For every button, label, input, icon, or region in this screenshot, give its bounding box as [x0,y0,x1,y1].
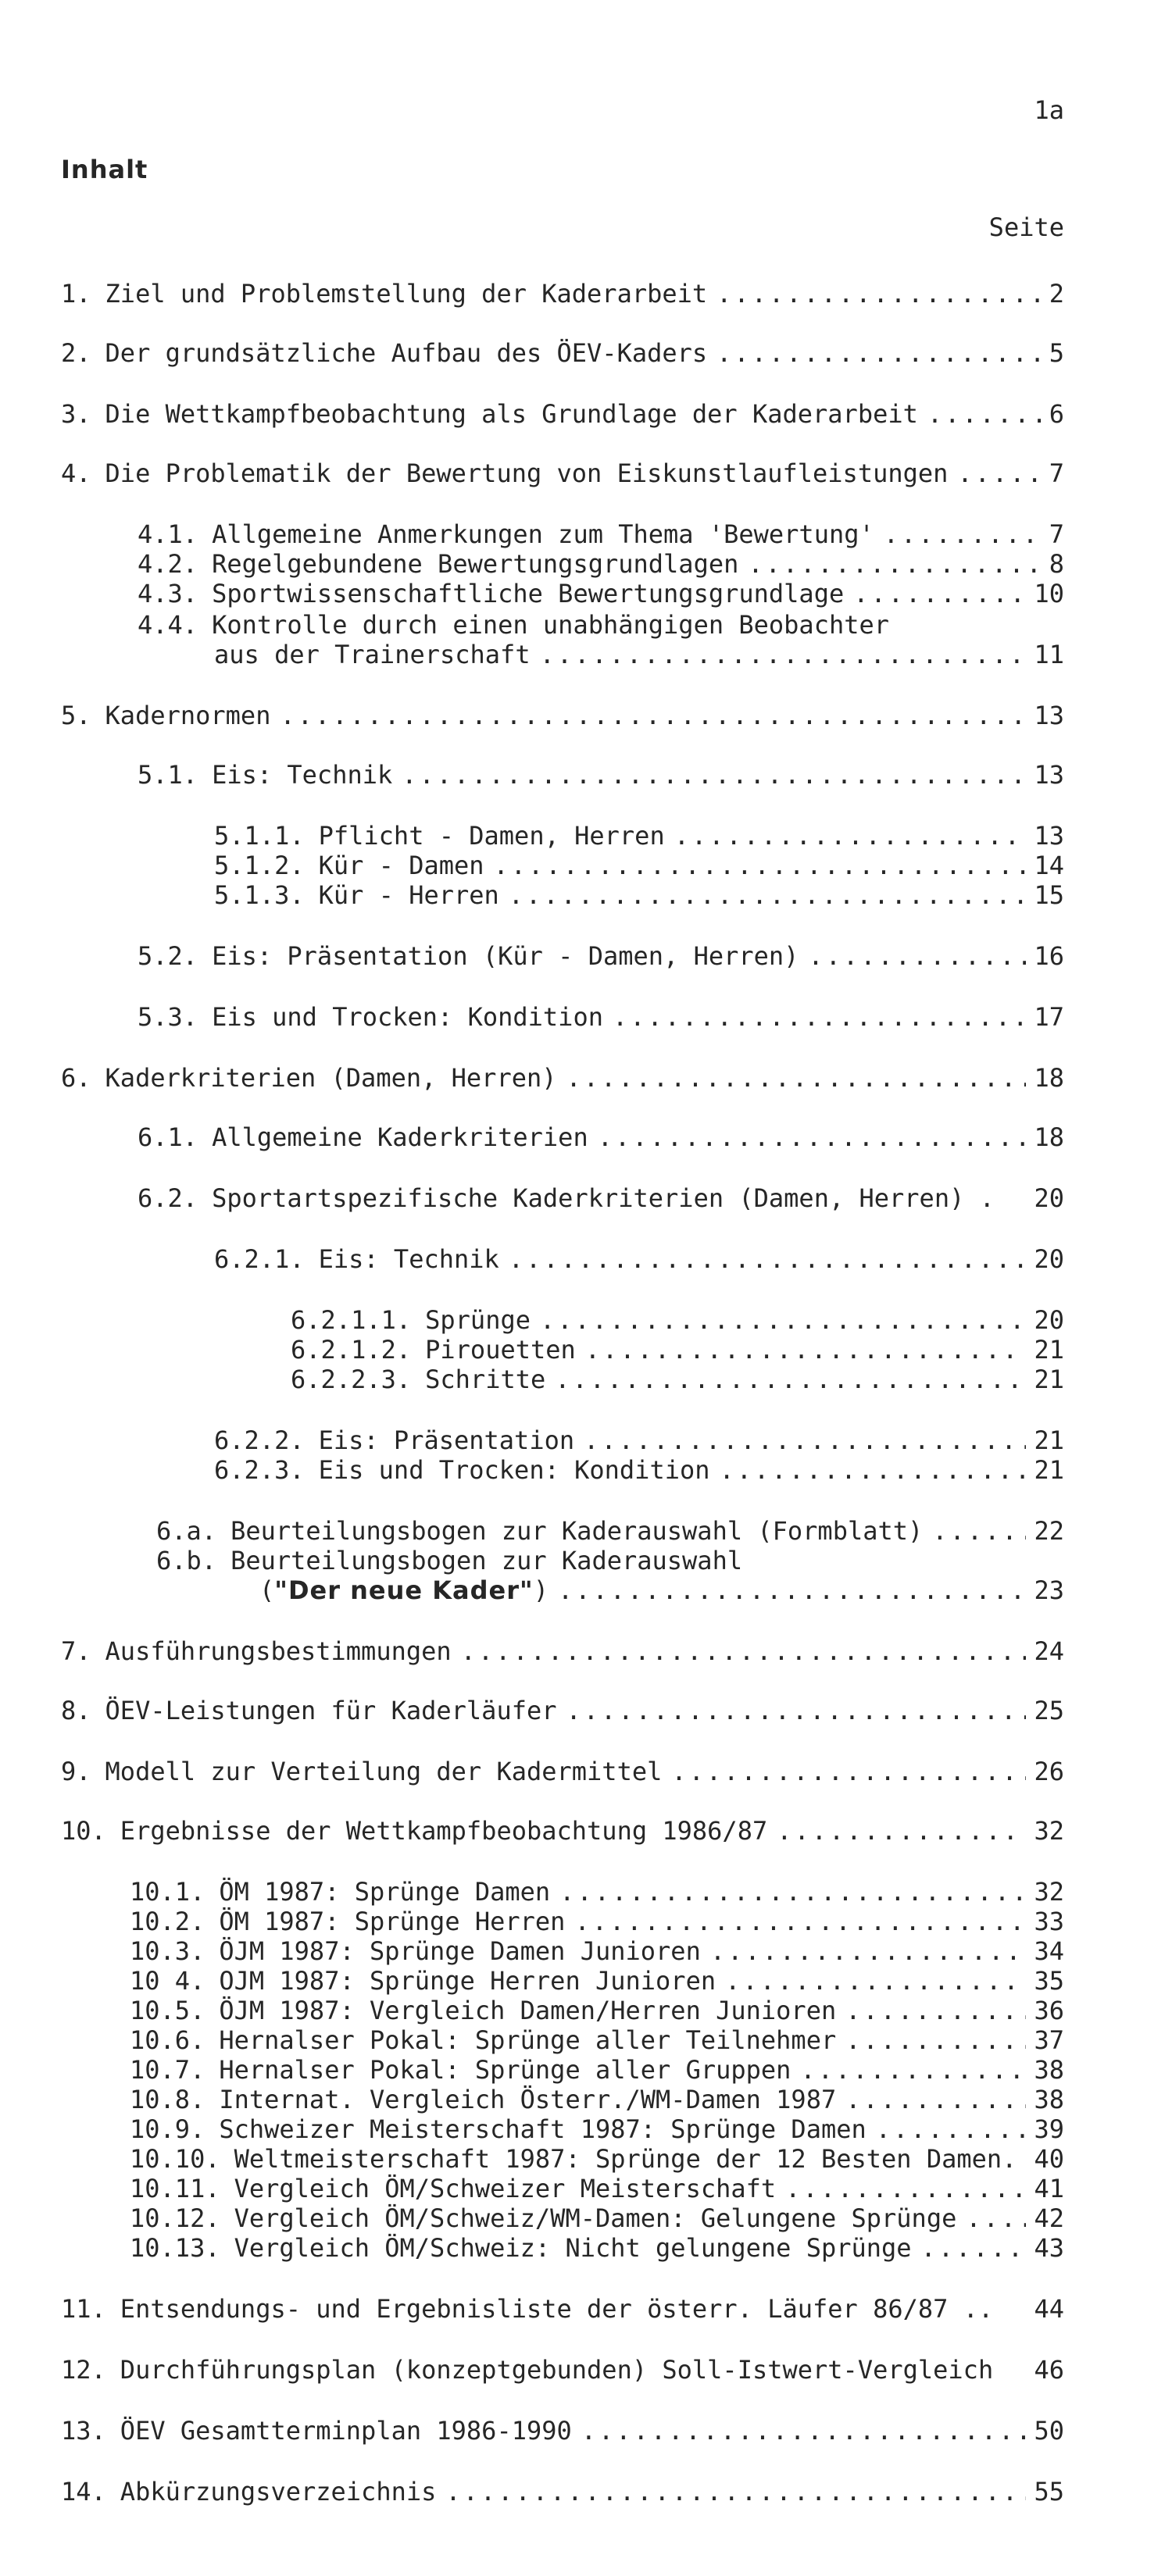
toc-entry-number: 6.2. [138,1183,198,1213]
toc-entry-page: 20 [1034,1183,1064,1213]
toc-entry-number: 6.2.1.1. [291,1305,412,1335]
dot-leader [932,1515,1026,1547]
toc-entry-number: 6. [61,1063,91,1093]
dot-leader [884,519,1042,550]
toc-entry-title: Kür - Damen [318,851,484,880]
toc-entry-title: Entsendungs- und Ergebnisliste der österr. Läufer 86/87 .. [120,2294,994,2324]
toc-entry-number: 6.2.2.3. [291,1365,412,1394]
toc-entry [130,2114,1064,2145]
toc-entry [156,1515,1064,1547]
toc-entry-title: OJM 1987: Sprünge Herren Junioren [219,1966,716,1996]
dot-leader [720,1454,1027,1486]
toc-entry-title: Hernalser Pokal: Sprünge aller Gruppen [219,2055,791,2085]
toc-entry-page: 42 [1034,2203,1064,2233]
toc-entry-number: 14. [61,2477,106,2506]
dot-leader [540,1304,1026,1336]
toc-entry-title: Schritte [425,1365,546,1394]
toc-entry-title: Die Problematik der Bewertung von Eiskunstlaufleistungen [105,458,949,488]
toc-entry-number: 6.a. [156,1516,217,1546]
dot-leader [876,2114,1027,2145]
toc-entry-page: 18 [1034,1063,1064,1093]
dot-leader [927,398,1042,430]
toc-entry-number: 4.3. [138,579,198,608]
toc-entry-title: Hernalser Pokal: Sprünge aller Teilnehmer [219,2025,837,2055]
toc-entry-page: 21 [1034,1335,1064,1365]
toc-entry [61,278,1064,309]
toc-entry [138,548,1064,580]
toc-entry-number: 11. [61,2294,106,2324]
toc-entry-page: 14 [1034,851,1064,880]
toc-entry-page: 35 [1034,1966,1064,1996]
toc-entry-title: Eis und Trocken: Kondition [318,1455,710,1485]
dot-leader [808,940,1026,972]
dot-leader [921,2232,1027,2264]
toc-entry-number: 5.1.3. [214,880,305,910]
toc-entry-number: 6.2.1.2. [291,1335,412,1365]
dot-leader [558,1575,1027,1606]
toc-entry [61,2476,1064,2507]
toc-entry [138,609,889,640]
toc-entry-page: 34 [1034,1936,1064,1966]
toc-entry-page: 10 [1034,579,1064,608]
toc-entry-page: 43 [1034,2233,1064,2263]
toc-entry-number: 12. [61,2355,106,2385]
toc-entry [291,1334,1064,1365]
dot-leader [584,1425,1026,1456]
toc-entry-page: 11 [1034,640,1064,669]
toc-entry-number: 8. [61,1696,91,1725]
toc-entry [138,519,1064,550]
toc-entry-number: 9. [61,1757,91,1786]
toc-entry-title: Der grundsätzliche Aufbau des ÖEV-Kaders [105,338,708,368]
toc-entry-title: Vergleich ÖM/Schweiz: Nicht gelungene Sprünge [234,2233,912,2263]
toc-entry-number: 4.4. [138,610,198,640]
toc-entry [291,1304,1064,1336]
toc-entry [214,1425,1064,1456]
dot-leader [555,1364,1026,1395]
toc-entry-number: 2. [61,338,91,368]
toc-entry [138,759,1064,790]
toc-entry [214,639,1064,670]
toc-entry-page: 38 [1034,2055,1064,2085]
toc-entry [130,2054,1064,2085]
toc-entry-page: 21 [1034,1455,1064,1485]
toc-entry-number: 3. [61,399,91,429]
toc-entry-number: 10.6. [130,2025,205,2055]
toc-entry-title: Sprünge [425,1305,531,1335]
dot-leader [574,1906,1026,1937]
toc-entry-title: ("Der neue Kader") [259,1575,548,1605]
toc-entry-title: ÖJM 1987: Vergleich Damen/Herren Junioren [219,1996,837,2025]
dot-leader [845,2025,1026,2056]
toc-entry-page: 37 [1034,2025,1064,2055]
toc-entry-page: 13 [1034,760,1064,790]
toc-entry [61,1062,1064,1094]
toc-entry [130,1965,1064,1996]
toc-entry-number: 6.b. [156,1546,217,1575]
toc-entry [61,1756,1064,1787]
toc-entry-title: Pflicht - Damen, Herren [318,821,665,851]
toc-entry-title: ÖJM 1987: Sprünge Damen Junioren [219,1936,701,1966]
toc-entry-title: Vergleich ÖM/Schweizer Meisterschaft [234,2174,777,2203]
toc-entry-title: Durchführungsplan (konzeptgebunden) Soll-Istwert-Vergleich [120,2355,994,2385]
toc-entry-title: Internat. Vergleich Österr./WM-Damen 1987 [219,2085,837,2114]
toc-entry [130,1995,1064,2026]
dot-leader [509,1243,1027,1275]
dot-leader [674,820,1027,851]
dot-leader [716,278,1042,309]
dot-leader [845,2084,1026,2115]
toc-entry-title: Pirouetten [425,1335,576,1365]
toc-entry [61,398,1064,430]
dot-leader [710,1936,1027,1967]
toc-entry [130,2203,1064,2234]
toc-entry-page: 17 [1034,1002,1064,1032]
dot-leader [540,639,1027,670]
toc-entry-number: 10.5. [130,1996,205,2025]
toc-entry-title: Sportartspezifische Kaderkriterien (Damen, Herren) . [212,1183,995,1213]
toc-entry-title: Ziel und Problemstellung der Kaderarbeit [105,279,708,309]
toc-entry-title: Weltmeisterschaft 1987: Sprünge der 12 Besten Damen. [234,2144,1017,2174]
toc-entry-number: 4. [61,458,91,488]
toc-entry-title: ÖM 1987: Sprünge Herren [219,1907,566,1936]
toc-entry-page: 33 [1034,1907,1064,1936]
toc-entry [130,1936,1064,1967]
toc-entry [214,820,1064,851]
dot-leader [748,548,1041,580]
toc-entry-number: 10.1. [130,1877,205,1907]
toc-entry-number: 10 4. [130,1966,205,1996]
dot-leader [445,2476,1026,2507]
toc-entry [61,2354,1064,2385]
toc-entry-page: 20 [1034,1244,1064,1274]
toc-entry-page: 20 [1034,1305,1064,1335]
dot-leader [853,578,1026,609]
dot-leader [725,1965,1026,1996]
toc-entry [138,1001,1064,1033]
toc-entry-title: Eis und Trocken: Kondition [212,1002,603,1032]
toc-entry-title: Schweizer Meisterschaft 1987: Sprünge Damen [219,2114,866,2144]
toc-entry-number: 10.7. [130,2055,205,2085]
toc-entry-page: 41 [1034,2174,1064,2203]
toc-entry-page: 40 [1034,2144,1064,2174]
toc-entry-number: 5.1.1. [214,821,305,851]
toc-entry-title: Beurteilungsbogen zur Kaderauswahl (Formblatt) [230,1516,924,1546]
toc-entry-title: Ausführungsbestimmungen [105,1636,452,1666]
toc-entry-page: 7 [1049,519,1064,549]
toc-entry-title: Kontrolle durch einen unabhängigen Beobachter [212,610,890,640]
toc-entry-page: 25 [1034,1696,1064,1725]
toc-entry [61,2293,1064,2324]
toc-entry-page: 6 [1049,399,1064,429]
toc-entry-page: 21 [1034,1425,1064,1455]
dot-leader [800,2054,1026,2085]
toc-entry-number: 1. [61,279,91,309]
toc-entry [61,700,1064,731]
page-number: 1a [1034,95,1064,125]
toc-entry [214,850,1064,881]
toc-entry-number: 13. [61,2416,106,2446]
toc-entry-page: 50 [1034,2416,1064,2446]
toc-entry-number: 10. [61,1816,106,1846]
toc-entry-title: Kaderkriterien (Damen, Herren) [105,1063,557,1093]
toc-entry-title: aus der Trainerschaft [214,640,531,669]
toc-entry-number: 6.2.2. [214,1425,305,1455]
toc-entry-page: 15 [1034,880,1064,910]
toc-entry-number: 5.2. [138,941,198,971]
toc-entry-page: 7 [1049,458,1064,488]
toc-entry [214,879,1064,911]
toc-entry-number: 7. [61,1636,91,1666]
toc-entry-number: 10.2. [130,1907,205,1936]
toc-entry-page: 38 [1034,2085,1064,2114]
dot-leader [280,700,1026,731]
toc-entry-page: 23 [1034,1575,1064,1605]
toc-entry-title: Eis: Technik [212,760,393,790]
toc-entry [138,578,1064,609]
toc-entry-page: 32 [1034,1816,1064,1846]
toc-entry-page: 13 [1034,821,1064,851]
toc-entry-title: Sportwissenschaftliche Bewertungsgrundlage [212,579,845,608]
dot-leader [957,458,1041,489]
toc-entry [61,337,1064,369]
toc-entry-number: 10.3. [130,1936,205,1966]
toc-entry-number: 4.1. [138,519,198,549]
toc-entry-title: Beurteilungsbogen zur Kaderauswahl [230,1546,743,1575]
toc-entry-title: Kür - Herren [318,880,499,910]
toc-entry-title: ÖEV-Leistungen für Kaderläufer [105,1696,557,1725]
toc-entry-page: 5 [1049,338,1064,368]
toc-entry-number: 5.3. [138,1002,198,1032]
contents-heading: Inhalt [61,155,148,184]
toc-entry [130,2173,1064,2204]
toc-entry-number: 5.1.2. [214,851,305,880]
toc-entry [291,1364,1064,1395]
dot-leader [559,1876,1026,1907]
toc-entry-page: 18 [1034,1122,1064,1152]
toc-entry-title: Vergleich ÖM/Schweiz/WM-Damen: Gelungene Sprünge [234,2203,957,2233]
toc-entry [130,2025,1064,2056]
toc-entry-page: 8 [1049,549,1064,579]
toc-entry [138,1122,1064,1153]
toc-entry-title: Eis: Präsentation (Kür - Damen, Herren) [212,941,799,971]
dot-leader [671,1756,1026,1787]
toc-entry [214,1454,1064,1486]
toc-entry [61,458,1064,489]
toc-entry-number: 10.12. [130,2203,220,2233]
dot-leader [585,1334,1027,1365]
toc-entry-title: Allgemeine Anmerkungen zum Thema 'Bewertung' [212,519,874,549]
toc-entry-number: 10.8. [130,2085,205,2114]
toc-entry-page: 2 [1049,279,1064,309]
toc-entry-number: 10.10. [130,2144,220,2174]
toc-entry [130,2143,1064,2175]
toc-entry [130,2232,1064,2264]
dot-leader [598,1122,1027,1153]
toc-entry [138,1183,1064,1214]
dot-leader [777,1815,1026,1846]
toc-entry-page: 21 [1034,1365,1064,1394]
toc-entry-page: 39 [1034,2114,1064,2144]
toc-entry [259,1575,1064,1606]
toc-entry-number: 5.1. [138,760,198,790]
toc-entry-page: 32 [1034,1877,1064,1907]
dot-leader [509,879,1027,911]
dot-leader [785,2173,1026,2204]
toc-entry [156,1545,742,1576]
toc-entry [130,1906,1064,1937]
toc-entry [61,1815,1064,1846]
toc-entry-number: 10.13. [130,2233,220,2263]
toc-entry-number: 10.9. [130,2114,205,2144]
toc-entry-title: Ergebnisse der Wettkampfbeobachtung 1986/87 [120,1816,768,1846]
toc-entry [130,1876,1064,1907]
dot-leader [566,1695,1027,1726]
dot-leader [613,1001,1027,1033]
toc-entry-title: Abkürzungsverzeichnis [120,2477,437,2506]
page-column-label: Seite [988,212,1064,242]
toc-entry-page: 13 [1034,701,1064,730]
toc-entry-page: 16 [1034,941,1064,971]
toc-entry-title: Eis: Technik [318,1244,499,1274]
dot-leader [566,1062,1027,1094]
toc-entry [61,1695,1064,1726]
dot-leader [581,2415,1027,2446]
toc-entry-title: Regelgebundene Bewertungsgrundlagen [212,549,739,579]
toc-entry-title: ÖEV Gesamtterminplan 1986-1990 [120,2416,572,2446]
toc-entry-page: 46 [1034,2355,1064,2385]
toc-entry-page: 44 [1034,2294,1064,2324]
toc-entry-number: 6.1. [138,1122,198,1152]
toc-entry-title: Die Wettkampfbeobachtung als Grundlage der Kaderarbeit [105,399,918,429]
toc-entry [130,2084,1064,2115]
toc-entry [214,1243,1064,1275]
toc-entry-title: Modell zur Verteilung der Kadermittel [105,1757,663,1786]
toc-entry-page: 22 [1034,1516,1064,1546]
toc-entry [61,1636,1064,1667]
toc-entry-number: 6.2.1. [214,1244,305,1274]
dot-leader [402,759,1026,790]
dot-leader [716,337,1042,369]
dot-leader [845,1995,1026,2026]
toc-entry [61,2415,1064,2446]
toc-entry-title: Allgemeine Kaderkriterien [212,1122,588,1152]
toc-entry-title: ÖM 1987: Sprünge Damen [219,1877,551,1907]
toc-entry-number: 4.2. [138,549,198,579]
toc-entry-number: 5. [61,701,91,730]
dot-leader [494,850,1027,881]
toc-entry-page: 36 [1034,1996,1064,2025]
toc-entry-page: 24 [1034,1636,1064,1666]
toc-entry-title: Kadernormen [105,701,271,730]
toc-entry-page: 55 [1034,2477,1064,2506]
toc-entry-page: 26 [1034,1757,1064,1786]
toc-entry [138,940,1064,972]
toc-entry-number: 10.11. [130,2174,220,2203]
dot-leader [966,2203,1026,2234]
dot-leader [461,1636,1027,1667]
toc-entry-number: 6.2.3. [214,1455,305,1485]
toc-entry-title: Eis: Präsentation [318,1425,575,1455]
